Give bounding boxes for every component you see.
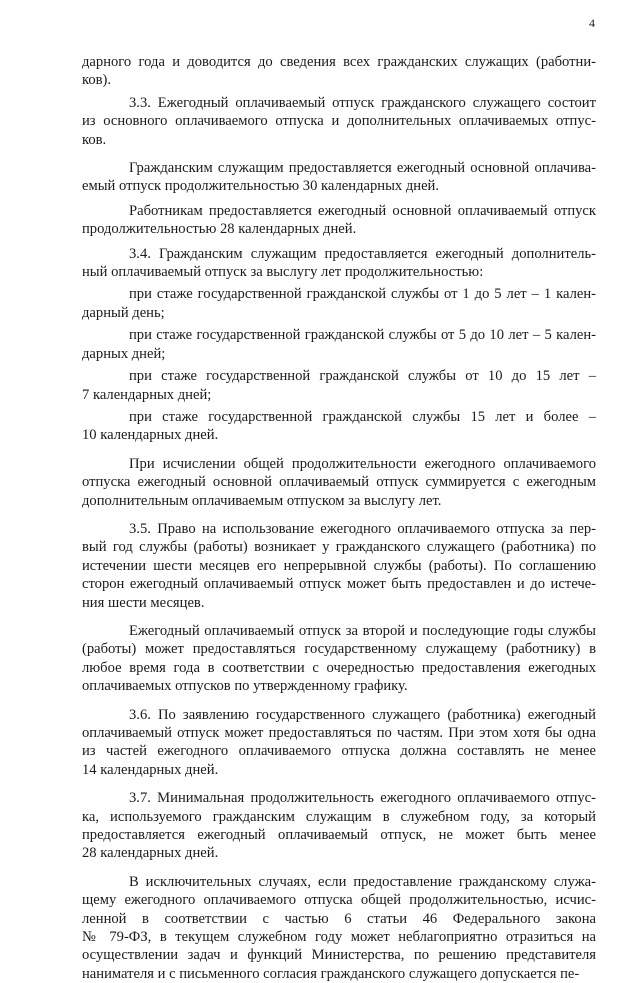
text-line: оплачиваемых отпусков по утвержденному графику. [82, 678, 408, 695]
paragraph [82, 408, 596, 445]
text-line: 3.6. По заявлению государственного служащего (работника) ежегодный [129, 706, 596, 723]
paragraph [82, 622, 596, 696]
text-line: В исключительных случаях, если предоставление гражданскому служа- [129, 873, 596, 890]
text-line: ния шести месяцев. [82, 594, 205, 611]
text-line: вый год службы (работы) возникает у гражданского служащего (работника) по [82, 539, 596, 556]
paragraph [82, 202, 596, 239]
paragraph [82, 789, 596, 863]
text-line: дарного года и доводится до сведения всех гражданских служащих (работни- [82, 54, 596, 70]
text-line: При исчислении общей продолжительности ежегодного оплачиваемого [129, 455, 596, 472]
paragraph [82, 367, 596, 404]
text-line: дарных дней; [82, 345, 166, 362]
text-line: (работы) может предоставляться государственному служащему (работнику) в [82, 641, 596, 658]
text-line: ка, используемого гражданским служащим в служебном году, за который [82, 808, 596, 825]
text-line: любое время года в соответствии с очередностью предоставления ежегодных [82, 659, 596, 676]
page-number: 4 [589, 16, 595, 30]
text-line: 28 календарных дней. [82, 845, 219, 862]
text-line: емый отпуск продолжительностью 30 календарных дней. [82, 178, 440, 195]
text-line: при стаже государственной гражданской службы 15 лет и более – [129, 408, 596, 425]
paragraph [82, 520, 596, 612]
text-line: № 79-ФЗ, в текущем служебном году может неблагоприятно отразиться на [82, 929, 596, 946]
text-line: из частей ежегодного оплачиваемого отпуска должна составлять не менее [82, 743, 596, 760]
text-line: 3.4. Гражданским служащим предоставляется ежегодный дополнитель- [129, 245, 596, 262]
paragraph [82, 53, 596, 90]
text-line: 7 календарных дней; [82, 386, 212, 403]
paragraph [82, 245, 596, 282]
text-line: осуществлении задач и функций Министерства, по решению представителя [82, 947, 596, 964]
text-line: 3.5. Право на использование ежегодного оплачиваемого отпуска за пер- [129, 520, 596, 537]
text-line: 10 календарных дней. [82, 427, 219, 444]
text-line: 3.7. Минимальная продолжительность ежегодного оплачиваемого отпус- [129, 790, 596, 807]
text-line: ный оплачиваемый отпуск за выслугу лет продолжительностью: [82, 264, 484, 281]
text-line: нанимателя и с письменного согласия гражданского служащего допускается пе- [82, 965, 580, 982]
text-line: Гражданским служащим предоставляется ежегодный основной оплачива- [129, 160, 596, 177]
text-line: ленной в соответствии с частью 6 статьи 46 Федерального закона [82, 910, 596, 927]
text-line: щему ежегодного оплачиваемого отпуска общей продолжительностью, исчис- [82, 892, 596, 909]
text-line: оплачиваемый отпуск может предоставляться по частям. При этом хотя бы одна [82, 725, 596, 741]
text-line: ков. [82, 131, 107, 148]
text-line: ков). [82, 72, 112, 89]
paragraph [82, 706, 596, 780]
document-body [82, 53, 596, 983]
text-line: Ежегодный оплачиваемый отпуск за второй и последующие годы службы [129, 622, 596, 639]
paragraph [82, 326, 596, 363]
text-line: при стаже государственной гражданской службы от 1 до 5 лет – 1 кален- [129, 286, 596, 303]
paragraph [82, 94, 596, 149]
text-line: продолжительностью 28 календарных дней. [82, 221, 357, 238]
text-line: 3.3. Ежегодный оплачиваемый отпуск гражданского служащего состоит [129, 94, 596, 111]
text-line: Работникам предоставляется ежегодный основной оплачиваемый отпуск [129, 202, 596, 219]
text-line: 14 календарных дней. [82, 761, 219, 778]
paragraph [82, 873, 596, 983]
text-line: сторон ежегодный оплачиваемый отпуск может быть предоставлен и до истече- [82, 576, 596, 593]
text-line: дополнительным оплачиваемым отпуском за выслугу лет. [82, 492, 442, 509]
text-line: из основного оплачиваемого отпуска и дополнительных оплачиваемых отпус- [82, 113, 596, 130]
paragraph [82, 285, 596, 322]
text-line: предоставляется ежегодный оплачиваемый отпуск, не может быть менее [82, 827, 596, 844]
text-line: при стаже государственной гражданской службы от 10 до 15 лет – [129, 368, 596, 385]
text-line: дарный день; [82, 304, 165, 321]
text-line: истечении шести месяцев его непрерывной службы (работы). По соглашению [82, 557, 596, 574]
paragraph [82, 159, 596, 196]
paragraph [82, 455, 596, 510]
text-line: при стаже государственной гражданской службы от 5 до 10 лет – 5 кален- [129, 327, 596, 344]
text-line: отпуска ежегодный основной оплачиваемый отпуск суммируется с ежегодным [82, 474, 596, 491]
